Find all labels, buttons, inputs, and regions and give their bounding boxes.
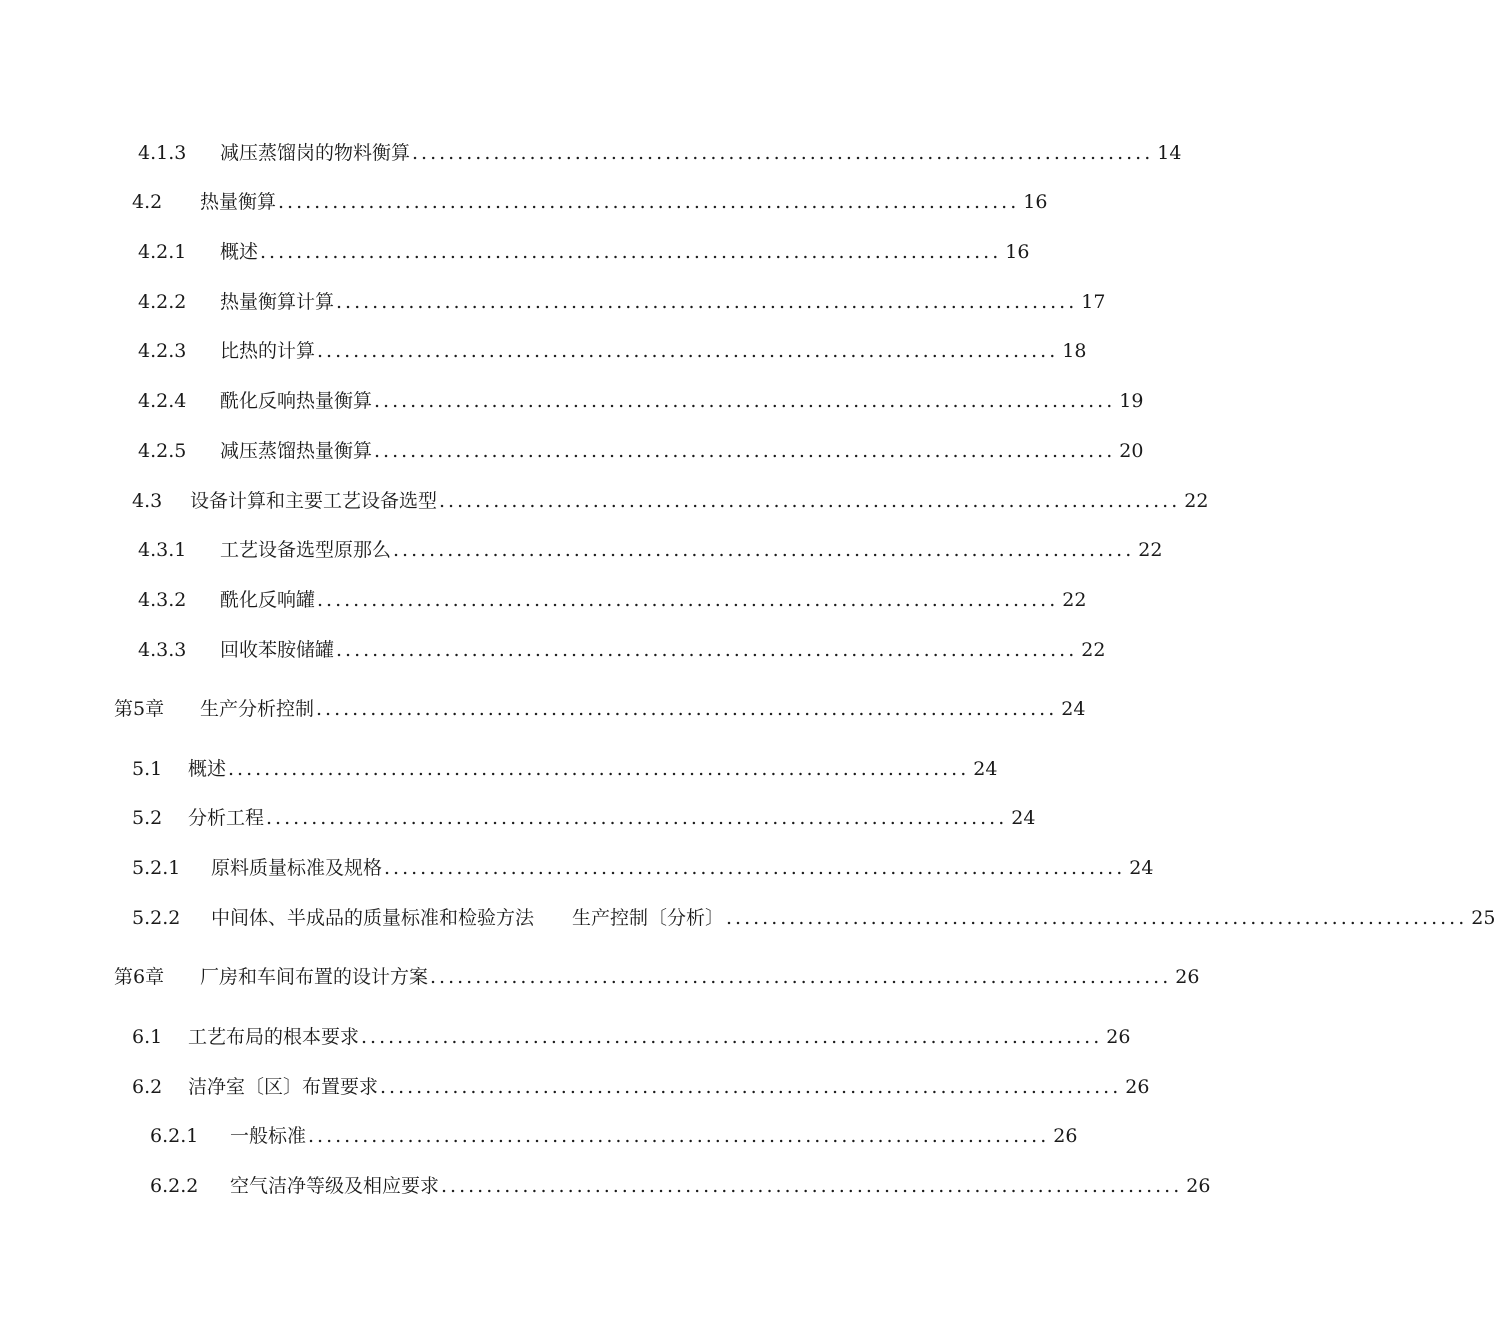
- toc-entry-page: 24: [1061, 698, 1086, 720]
- toc-entry-page: 14: [1157, 142, 1182, 164]
- toc-entry-page: 24: [973, 758, 998, 780]
- toc-leader-dots: ..................................................................................: [228, 758, 970, 780]
- toc-entry[interactable]: [132, 1019, 1131, 1049]
- toc-entry-number: 4.3.2: [138, 589, 187, 611]
- toc-entry[interactable]: [132, 751, 998, 781]
- toc-leader-dots: ..................................................................................: [374, 390, 1116, 412]
- toc-entry-title: 工艺设备选型原那么: [220, 539, 392, 561]
- toc-leader-dots: ..................................................................................: [374, 440, 1116, 462]
- toc-entry-number: 4.2: [132, 191, 163, 213]
- toc-entry-number: 4.3.1: [138, 539, 187, 561]
- toc-entry-title: 工艺布局的根本要求: [188, 1026, 360, 1048]
- toc-leader-dots: ..................................................................................: [336, 639, 1078, 661]
- toc-entry-page: 26: [1106, 1026, 1131, 1048]
- toc-entry-page: 22: [1081, 639, 1106, 661]
- toc-entry[interactable]: [138, 632, 1106, 662]
- toc-entry[interactable]: [132, 184, 1048, 214]
- toc-entry-number: 4.2.4: [138, 390, 187, 412]
- toc-entry-title: 厂房和车间布置的设计方案: [200, 966, 429, 988]
- toc-entry-page: 24: [1129, 857, 1154, 879]
- toc-entry-page: 22: [1184, 490, 1209, 512]
- toc-entry-number: 4.1.3: [138, 142, 187, 164]
- toc-entry-page: 22: [1138, 539, 1163, 561]
- toc-leader-dots: ..................................................................................: [317, 340, 1059, 362]
- toc-entry-title: 回收苯胺储罐: [220, 639, 335, 661]
- toc-entry[interactable]: [138, 532, 1163, 562]
- toc-entry[interactable]: [114, 959, 1200, 989]
- toc-entry-page: 26: [1125, 1076, 1150, 1098]
- toc-entry[interactable]: [132, 1069, 1150, 1099]
- toc-leader-dots: ..................................................................................: [278, 191, 1020, 213]
- toc-leader-dots: ..................................................................................: [439, 490, 1181, 512]
- toc-entry-number: 4.2.2: [138, 291, 187, 313]
- toc-leader-dots: ..................................................................................: [317, 589, 1059, 611]
- toc-entry-page: 17: [1081, 291, 1106, 313]
- toc-entry-number: 6.2: [132, 1076, 163, 1098]
- toc-entry-page: 16: [1023, 191, 1048, 213]
- toc-entry-title: 分析工程: [188, 807, 265, 829]
- toc-entry-title: 减压蒸馏岗的物料衡算: [220, 142, 411, 164]
- toc-leader-dots: ..................................................................................: [260, 241, 1002, 263]
- toc-entry-title: 比热的计算: [220, 340, 316, 362]
- toc-leader-dots: ..................................................................................: [430, 966, 1172, 988]
- toc-entry-title: 酰化反响罐: [220, 589, 316, 611]
- toc-entry-title: 空气洁净等级及相应要求: [230, 1175, 440, 1197]
- toc-leader-dots: ..................................................................................: [726, 907, 1468, 929]
- toc-entry-number: 6.2.1: [150, 1125, 199, 1147]
- toc-entry[interactable]: [138, 135, 1182, 165]
- toc-leader-dots: ..................................................................................: [336, 291, 1078, 313]
- toc-entry-page: 25: [1471, 907, 1495, 929]
- toc-leader-dots: ..................................................................................: [441, 1175, 1183, 1197]
- toc-entry-number: 第6章: [114, 966, 165, 988]
- toc-entry-title: 概述: [220, 241, 259, 263]
- toc-entry-number: 4.2.5: [138, 440, 187, 462]
- toc-entry-page: 18: [1062, 340, 1087, 362]
- toc-entry-number: 4.3.3: [138, 639, 187, 661]
- toc-entry[interactable]: [138, 383, 1144, 413]
- toc-entry-number: 4.2.3: [138, 340, 187, 362]
- toc-entry[interactable]: [132, 483, 1209, 513]
- toc-entry-title: 热量衡算计算: [220, 291, 335, 313]
- toc-entry[interactable]: [150, 1118, 1078, 1148]
- toc-entry-page: 26: [1175, 966, 1200, 988]
- toc-entry-page: 26: [1186, 1175, 1211, 1197]
- toc-entry[interactable]: [138, 433, 1144, 463]
- toc-entry-number: 5.2.2: [132, 907, 181, 929]
- toc-entry-number: 6.1: [132, 1026, 163, 1048]
- toc-leader-dots: ..................................................................................: [393, 539, 1135, 561]
- toc-entry-number: 5.1: [132, 758, 163, 780]
- toc-entry-title: 生产分析控制: [200, 698, 315, 720]
- toc-entry-number: 5.2: [132, 807, 163, 829]
- toc-leader-dots: ..................................................................................: [316, 698, 1058, 720]
- toc-entry-title: 热量衡算: [200, 191, 277, 213]
- toc-entry-number: 4.2.1: [138, 241, 187, 263]
- toc-entry[interactable]: [138, 284, 1106, 314]
- toc-entry[interactable]: [132, 850, 1154, 880]
- toc-entry-title: 中间体、半成品的质量标准和检验方法 生产控制〔分析〕: [211, 907, 725, 929]
- toc-leader-dots: ..................................................................................: [361, 1026, 1103, 1048]
- toc-entry[interactable]: [150, 1168, 1211, 1198]
- toc-entry-title: 减压蒸馏热量衡算: [220, 440, 373, 462]
- toc-entry-number: 第5章: [114, 698, 165, 720]
- toc-entry[interactable]: [138, 582, 1087, 612]
- toc-entry-number: 5.2.1: [132, 857, 181, 879]
- toc-entry[interactable]: [138, 333, 1087, 363]
- toc-entry-page: 26: [1053, 1125, 1078, 1147]
- toc-entry-title: 一般标准: [230, 1125, 307, 1147]
- toc-entry-title: 原料质量标准及规格: [211, 857, 383, 879]
- toc-leader-dots: ..................................................................................: [308, 1125, 1050, 1147]
- toc-entry-number: 4.3: [132, 490, 163, 512]
- toc-entry[interactable]: [138, 234, 1030, 264]
- toc-entry[interactable]: [114, 691, 1086, 721]
- toc-leader-dots: ..................................................................................: [380, 1076, 1122, 1098]
- toc-entry-page: 22: [1062, 589, 1087, 611]
- toc-entry-number: 6.2.2: [150, 1175, 199, 1197]
- toc-entry[interactable]: [132, 900, 1495, 930]
- toc-entry-title: 洁净室〔区〕布置要求: [188, 1076, 379, 1098]
- toc-leader-dots: ..................................................................................: [412, 142, 1154, 164]
- toc-entry-page: 19: [1119, 390, 1144, 412]
- toc-leader-dots: ..................................................................................: [384, 857, 1126, 879]
- toc-entry-page: 24: [1011, 807, 1036, 829]
- toc-leader-dots: ..................................................................................: [266, 807, 1008, 829]
- toc-entry-title: 概述: [188, 758, 227, 780]
- toc-entry-title: 酰化反响热量衡算: [220, 390, 373, 412]
- toc-entry[interactable]: [132, 800, 1036, 830]
- toc-entry-page: 20: [1119, 440, 1144, 462]
- toc-entry-page: 16: [1005, 241, 1030, 263]
- toc-entry-title: 设备计算和主要工艺设备选型: [190, 490, 438, 512]
